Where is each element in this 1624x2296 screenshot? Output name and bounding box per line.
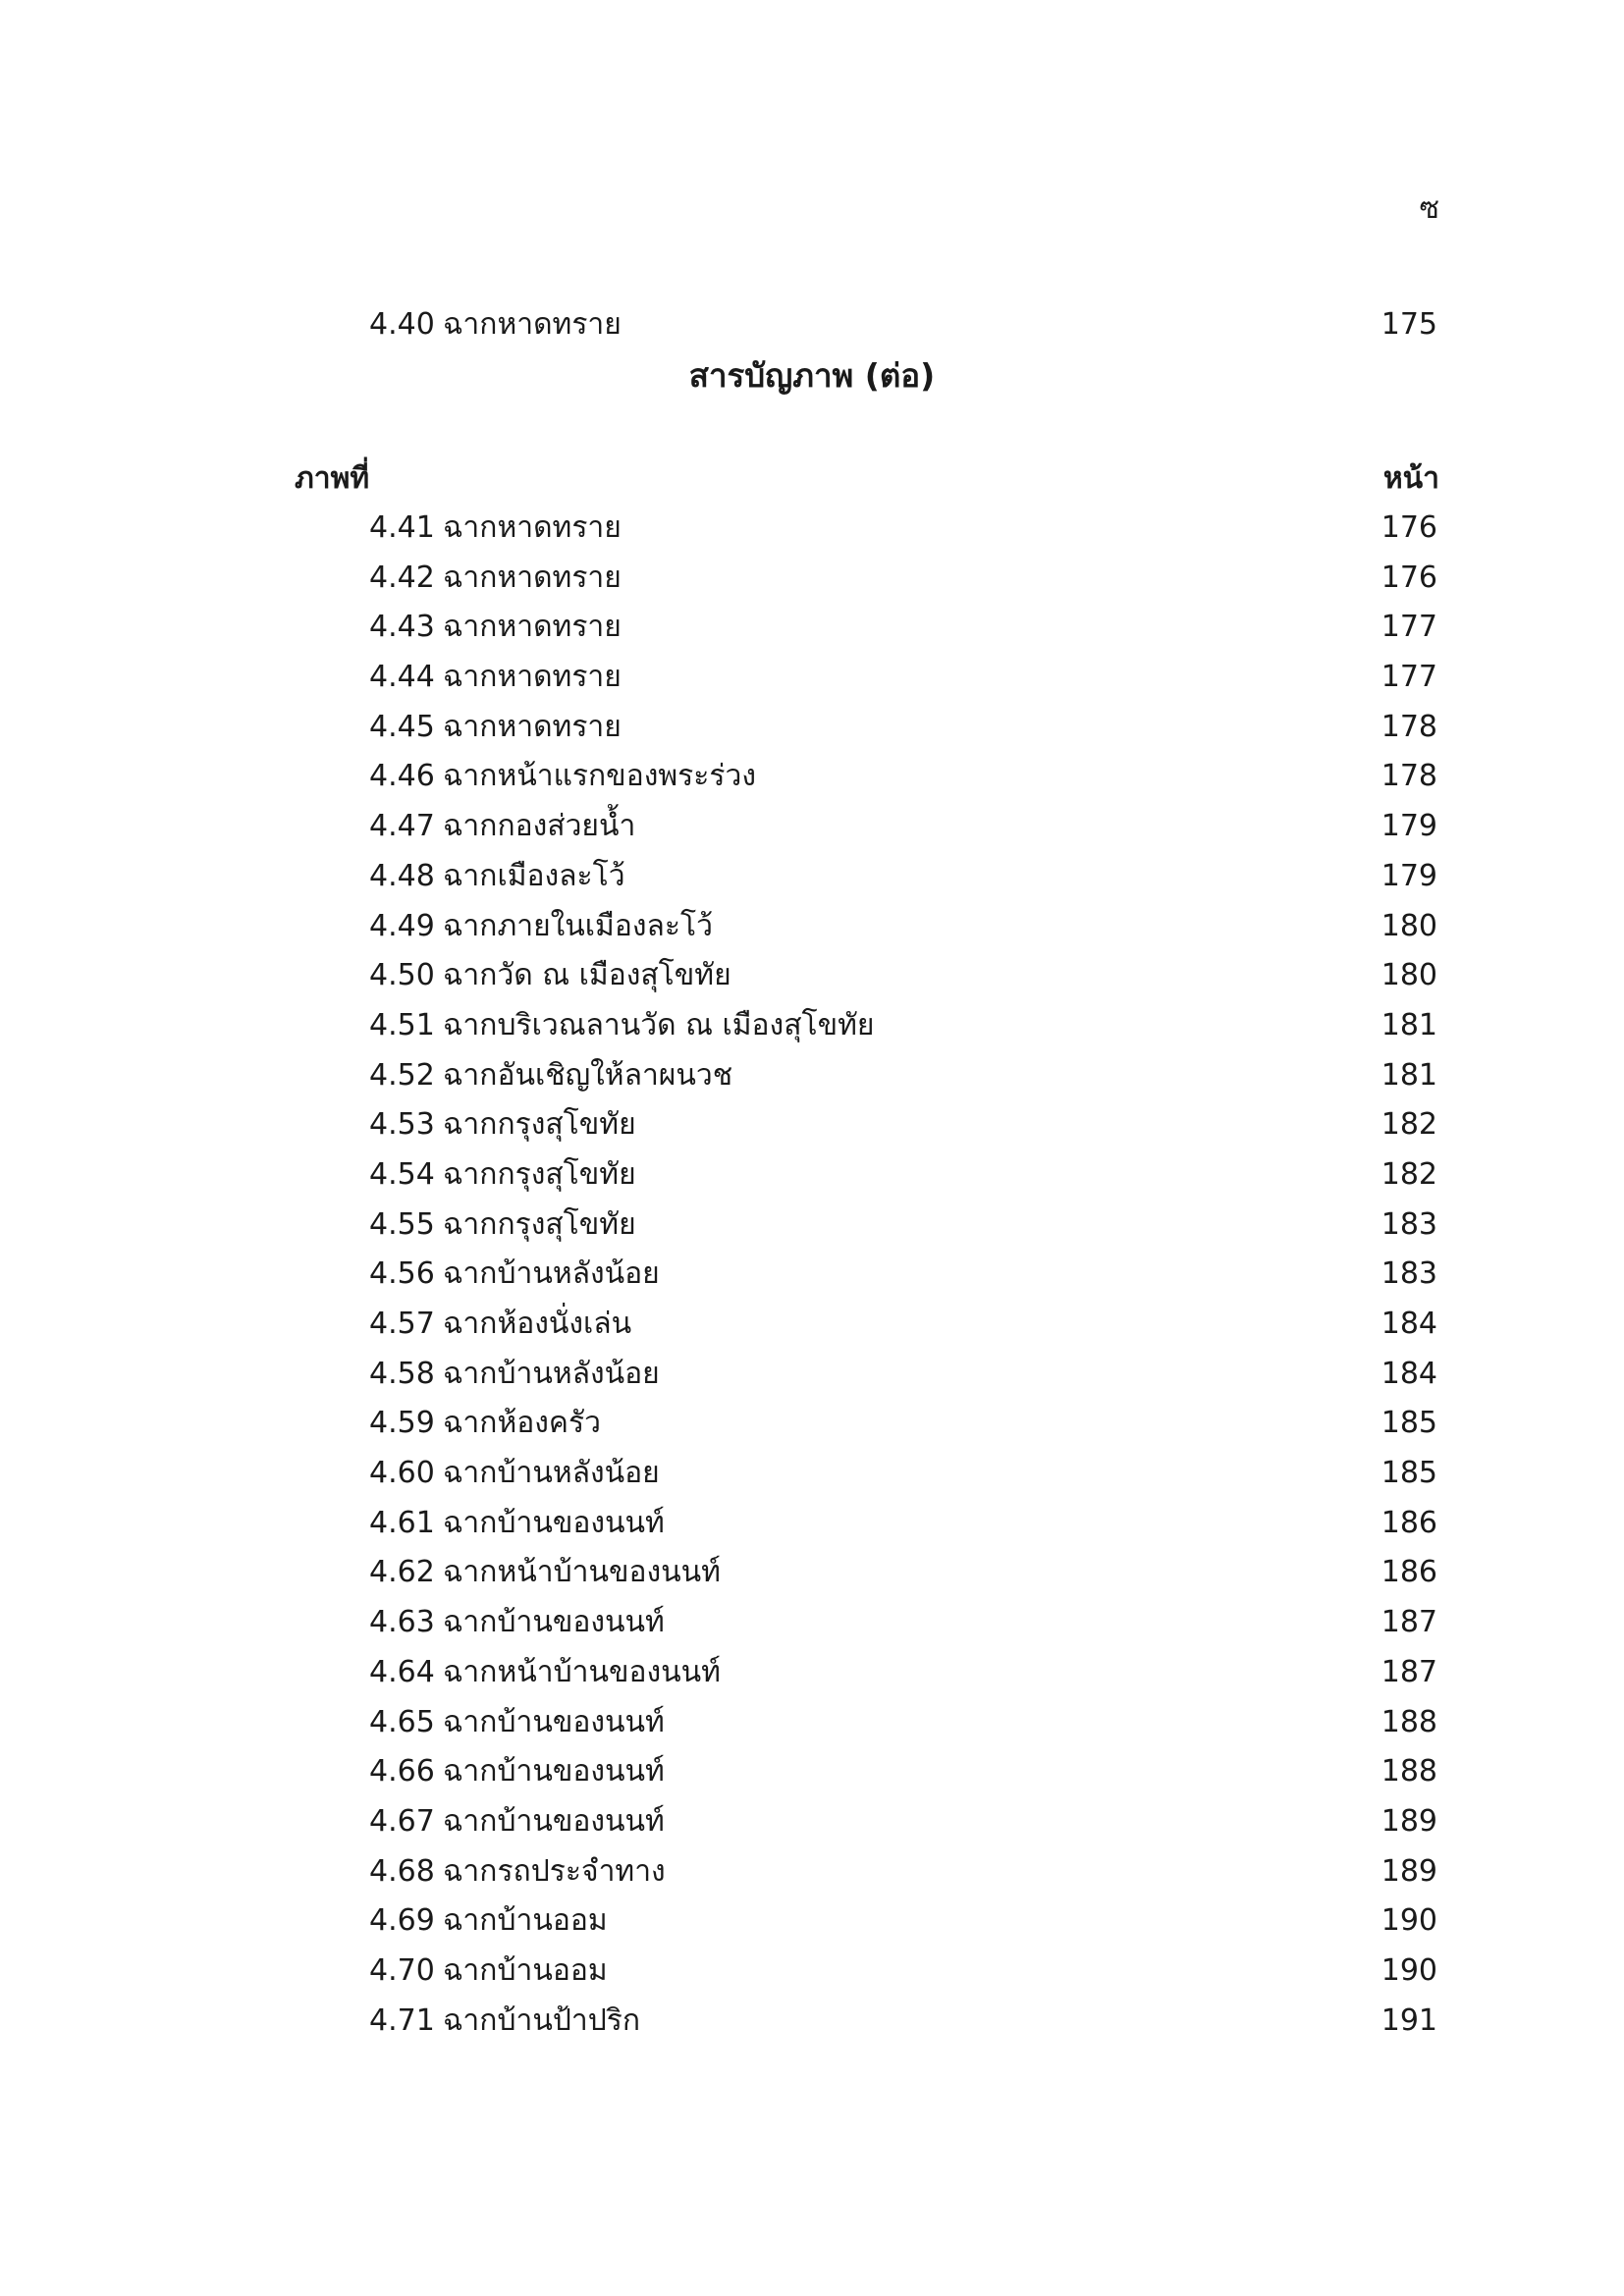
figure-title: ฉากบ้านหลังน้อย (443, 1356, 660, 1391)
figure-number: 4.43 (369, 610, 435, 645)
figure-page: 186 (1380, 1505, 1437, 1540)
figure-list (0, 504, 1624, 2046)
figure-title: ฉากหาดทราย (443, 610, 622, 645)
figure-page: 181 (1380, 1057, 1437, 1093)
figure-number: 4.52 (369, 1057, 435, 1093)
list-item (0, 1499, 1624, 1549)
list-item (0, 902, 1624, 952)
figure-title: ฉากกรุงสุโขทัย (443, 1206, 636, 1242)
list-item (0, 1399, 1624, 1449)
figure-number: 4.68 (369, 1853, 435, 1889)
list-item (0, 1598, 1624, 1648)
figure-page: 188 (1380, 1754, 1437, 1789)
figure-title: ฉากบ้านของนนท์ (443, 1605, 665, 1640)
figure-number: 4.53 (369, 1107, 435, 1143)
figure-number: 4.66 (369, 1754, 435, 1789)
list-item (0, 1001, 1624, 1051)
figure-number: 4.48 (369, 858, 435, 893)
figure-title: ฉากหาดทราย (443, 307, 622, 342)
figure-title: ฉากวัด ณ เมืองสุโขทัย (443, 958, 731, 993)
list-item (0, 951, 1624, 1001)
list-item (0, 1896, 1624, 1947)
figure-page: 178 (1380, 709, 1437, 744)
figure-number: 4.40 (369, 307, 435, 342)
list-item (0, 1100, 1624, 1150)
figure-title: ฉากบ้านของนนท์ (443, 1505, 665, 1540)
figure-page: 179 (1380, 809, 1437, 844)
figure-number: 4.41 (369, 510, 435, 545)
page-number: ซ (1419, 191, 1439, 226)
figure-number: 4.50 (369, 958, 435, 993)
figure-title: ฉากภายในเมืองละโว้ (443, 908, 713, 943)
column-header-page: หน้า (1382, 461, 1439, 496)
figure-title: ฉากกองส่วยน้ำ (443, 809, 636, 844)
figure-title: ฉากบ้านออม (443, 1952, 608, 1988)
figure-title: ฉากบริเวณลานวัด ณ เมืองสุโขทัย (443, 1007, 875, 1042)
figure-number: 4.45 (369, 709, 435, 744)
list-item (0, 752, 1624, 802)
figure-page: 191 (1380, 2002, 1437, 2038)
figure-page: 180 (1380, 958, 1437, 993)
list-item (0, 1797, 1624, 1847)
figure-number: 4.64 (369, 1654, 435, 1689)
figure-number: 4.42 (369, 560, 435, 595)
list-item (0, 554, 1624, 604)
figure-number: 4.65 (369, 1704, 435, 1739)
figure-title: ฉากห้องครัว (443, 1406, 601, 1441)
figure-number: 4.71 (369, 2002, 435, 2038)
section-title: สารบัญภาพ (ต่อ) (688, 356, 936, 395)
figure-title: ฉากกรุงสุโขทัย (443, 1107, 636, 1143)
figure-page: 188 (1380, 1704, 1437, 1739)
list-item (0, 1847, 1624, 1897)
figure-page: 183 (1380, 1256, 1437, 1292)
list-item (0, 1449, 1624, 1499)
list-item (0, 1947, 1624, 1997)
figure-title: ฉากหาดทราย (443, 660, 622, 695)
figure-title: ฉากกรุงสุโขทัย (443, 1156, 636, 1192)
list-item (0, 852, 1624, 902)
column-header-figure: ภาพที่ (295, 461, 370, 496)
figure-number: 4.54 (369, 1156, 435, 1192)
figure-title: ฉากหน้าแรกของพระร่วง (443, 759, 756, 794)
figure-title: ฉากรถประจำทาง (443, 1853, 666, 1889)
figure-number: 4.47 (369, 809, 435, 844)
figure-page: 184 (1380, 1356, 1437, 1391)
figure-page: 185 (1380, 1406, 1437, 1441)
list-item (0, 653, 1624, 703)
figure-title: ฉากหาดทราย (443, 560, 622, 595)
carry-over-entry (0, 300, 1624, 349)
figure-page: 186 (1380, 1555, 1437, 1590)
figure-page: 180 (1380, 908, 1437, 943)
figure-title: ฉากบ้านออม (443, 1903, 608, 1939)
list-item (0, 1201, 1624, 1251)
figure-page: 189 (1380, 1803, 1437, 1839)
list-item (0, 1648, 1624, 1698)
figure-page: 181 (1380, 1007, 1437, 1042)
figure-title: ฉากบ้านหลังน้อย (443, 1256, 660, 1292)
list-item (0, 1997, 1624, 2047)
figure-page: 184 (1380, 1307, 1437, 1341)
figure-number: 4.60 (369, 1456, 435, 1491)
list-item (0, 1548, 1624, 1598)
figure-number: 4.57 (369, 1307, 435, 1341)
figure-page: 182 (1380, 1156, 1437, 1192)
figure-page: 177 (1380, 610, 1437, 645)
figure-number: 4.70 (369, 1952, 435, 1988)
figure-page: 190 (1380, 1952, 1437, 1988)
figure-title: ฉากหาดทราย (443, 510, 622, 545)
figure-number: 4.44 (369, 660, 435, 695)
figure-page: 190 (1380, 1903, 1437, 1939)
figure-page: 187 (1380, 1605, 1437, 1640)
figure-number: 4.63 (369, 1605, 435, 1640)
figure-page: 183 (1380, 1206, 1437, 1242)
figure-title: ฉากบ้านของนนท์ (443, 1754, 665, 1789)
figure-page: 175 (1380, 307, 1437, 342)
figure-number: 4.55 (369, 1206, 435, 1242)
figure-title: ฉากบ้านของนนท์ (443, 1704, 665, 1739)
figure-number: 4.49 (369, 908, 435, 943)
figure-number: 4.61 (369, 1505, 435, 1540)
figure-number: 4.56 (369, 1256, 435, 1292)
figure-title: ฉากเมืองละโว้ (443, 858, 625, 893)
figure-number: 4.67 (369, 1803, 435, 1839)
figure-page: 176 (1380, 510, 1437, 545)
figure-title: ฉากบ้านหลังน้อย (443, 1456, 660, 1491)
figure-page: 185 (1380, 1456, 1437, 1491)
figure-page: 189 (1380, 1853, 1437, 1889)
list-item (0, 504, 1624, 554)
figure-title: ฉากหน้าบ้านของนนท์ (443, 1555, 721, 1590)
figure-title: ฉากห้องนั่งเล่น (443, 1307, 632, 1341)
figure-page: 176 (1380, 560, 1437, 595)
figure-number: 4.69 (369, 1903, 435, 1939)
figure-number: 4.58 (369, 1356, 435, 1391)
figure-page: 182 (1380, 1107, 1437, 1143)
list-item (0, 1747, 1624, 1797)
figure-title: ฉากบ้านของนนท์ (443, 1803, 665, 1839)
figure-page: 177 (1380, 660, 1437, 695)
list-item (0, 703, 1624, 753)
figure-title: ฉากบ้านป้าปริก (443, 2002, 641, 2038)
figure-page: 178 (1380, 759, 1437, 794)
figure-title: ฉากอันเชิญให้ลาผนวช (443, 1057, 733, 1093)
list-item (0, 1250, 1624, 1300)
list-item (0, 603, 1624, 653)
figure-title: ฉากหน้าบ้านของนนท์ (443, 1654, 721, 1689)
figure-number: 4.62 (369, 1555, 435, 1590)
list-item (0, 1150, 1624, 1201)
figure-page: 179 (1380, 858, 1437, 893)
list-item (0, 1300, 1624, 1350)
list-item (0, 802, 1624, 852)
figure-number: 4.51 (369, 1007, 435, 1042)
figure-number: 4.46 (369, 759, 435, 794)
figure-page: 187 (1380, 1654, 1437, 1689)
figure-number: 4.59 (369, 1406, 435, 1441)
figure-title: ฉากหาดทราย (443, 709, 622, 744)
list-item (0, 1350, 1624, 1400)
list-item (0, 1051, 1624, 1101)
list-item (0, 1698, 1624, 1748)
